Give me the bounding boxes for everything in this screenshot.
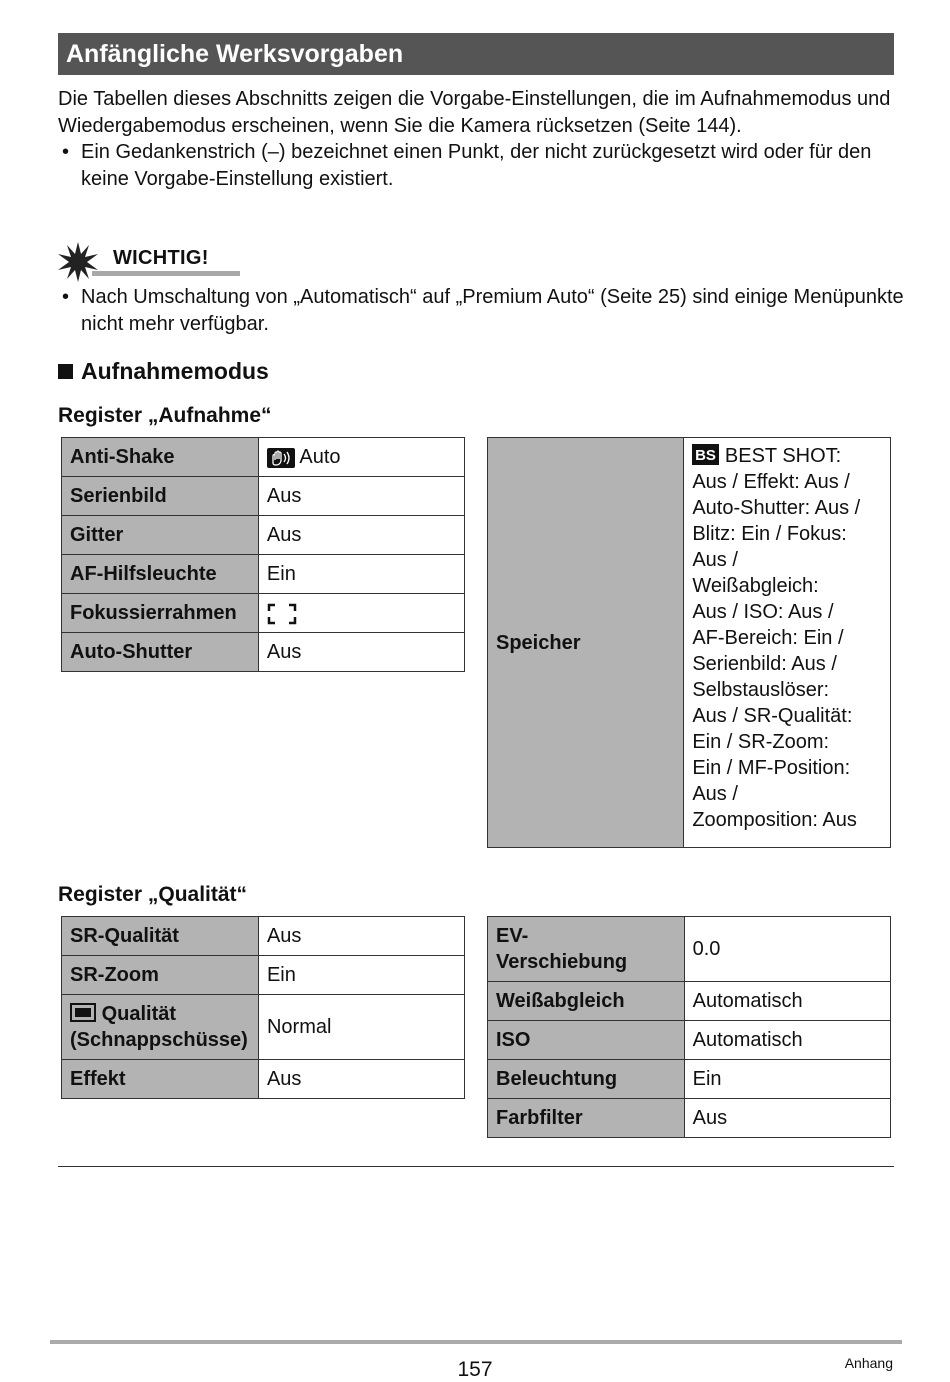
- row-value: [258, 594, 464, 633]
- row-value: Aus: [258, 1060, 464, 1099]
- footer-bar: [50, 1340, 902, 1344]
- row-key: Beleuchtung: [488, 1060, 685, 1099]
- row-value: Automatisch: [684, 1021, 890, 1060]
- quality-key-line2: (Schnappschüsse): [70, 1029, 248, 1051]
- row-value: Aus: [258, 516, 464, 555]
- row-value: Ein: [258, 555, 464, 594]
- speicher-value: [684, 438, 891, 848]
- table-row: [62, 1060, 465, 1099]
- warning-burst-icon: [58, 242, 98, 282]
- section-title: [58, 358, 269, 385]
- focus-frame-icon: [267, 603, 297, 625]
- row-key: Auto-Shutter: [62, 633, 259, 672]
- row-value: 0.0: [684, 917, 890, 982]
- anti-shake-icon: [267, 448, 295, 468]
- snapshot-quality-icon: [70, 1003, 96, 1022]
- speicher-line: Aus / SR-Qualität:: [692, 705, 853, 727]
- table-row: [488, 438, 891, 848]
- content-end-divider: [58, 1166, 894, 1167]
- qualitaet-right-table: [487, 916, 891, 1138]
- table-row: [62, 956, 465, 995]
- row-value: Aus: [258, 917, 464, 956]
- speicher-table: [487, 437, 891, 848]
- table-row: [62, 477, 465, 516]
- speicher-line: AF-Bereich: Ein /: [692, 627, 844, 649]
- speicher-line: Aus / Effekt: Aus /: [692, 471, 850, 493]
- table-row: [62, 438, 465, 477]
- table-row: [62, 633, 465, 672]
- row-key: SR-Qualität: [62, 917, 259, 956]
- speicher-text: BEST SHOT:: [724, 445, 842, 467]
- row-key: Farbfilter: [488, 1099, 685, 1138]
- ev-key-line2: Verschiebung: [496, 951, 628, 973]
- qualitaet-table: [61, 916, 465, 1099]
- table-row: [62, 995, 465, 1060]
- row-value: Aus: [258, 477, 464, 516]
- speicher-line: Zoomposition: Aus: [692, 809, 857, 831]
- register-qualitaet-title: Register „Qualität“: [58, 883, 248, 906]
- important-heading: [58, 242, 240, 278]
- chapter-label: Anhang: [844, 1355, 893, 1371]
- intro-bullet: • Ein Gedankenstrich (–) bezeichnet einen Punkt, der nicht zurückgesetzt wird oder für den keine Vorgabe-Einstellung existiert.: [58, 139, 898, 192]
- row-key: Gitter: [62, 516, 259, 555]
- table-row: [488, 1099, 891, 1138]
- row-key: Serienbild: [62, 477, 259, 516]
- ev-key-line1: EV-: [496, 925, 529, 947]
- intro-paragraph: Die Tabellen dieses Abschnitts zeigen die Vorgabe-Einstellungen, die im Aufnahmemodus und Wiedergabemodus erscheinen, wenn Sie die Kamera rücksetzen (Seite 144).: [58, 88, 891, 137]
- speicher-line: Aus /: [692, 549, 738, 571]
- table-row: [488, 982, 891, 1021]
- speicher-line: Aus /: [692, 783, 738, 805]
- row-value: Normal: [258, 995, 464, 1060]
- table-row: [488, 917, 891, 982]
- row-key: Effekt: [62, 1060, 259, 1099]
- speicher-line: Auto-Shutter: Aus /: [692, 497, 861, 519]
- speicher-line: Ein / SR-Zoom:: [692, 731, 830, 753]
- row-key: [62, 995, 259, 1060]
- speicher-line: Serienbild: Aus /: [692, 653, 837, 675]
- important-underline: [92, 271, 240, 276]
- table-row: [488, 1060, 891, 1099]
- table-row: [62, 516, 465, 555]
- row-key: [488, 917, 685, 982]
- anti-shake-value: Auto: [299, 446, 341, 468]
- row-value: Automatisch: [684, 982, 890, 1021]
- intro-text: [58, 86, 898, 192]
- section-square-icon: [58, 364, 73, 379]
- row-value: Aus: [684, 1099, 890, 1138]
- row-key: Anti-Shake: [62, 438, 259, 477]
- row-key: Fokussierrahmen: [62, 594, 259, 633]
- row-key: AF-Hilfsleuchte: [62, 555, 259, 594]
- speicher-line: Selbstauslöser:: [692, 679, 830, 701]
- section-title-text: Aufnahmemodus: [81, 358, 269, 384]
- page-number: 157: [457, 1358, 493, 1381]
- quality-key-line1: Qualität: [101, 1003, 177, 1025]
- row-key: Weißabgleich: [488, 982, 685, 1021]
- speicher-key: Speicher: [488, 438, 684, 848]
- speicher-line: Ein / MF-Position:: [692, 757, 851, 779]
- row-key: ISO: [488, 1021, 685, 1060]
- important-bullet: • Nach Umschaltung von „Automatisch“ auf „Premium Auto“ (Seite 25) sind einige Menüpunkte nicht mehr verfügbar.: [58, 284, 921, 337]
- speicher-line: Aus / ISO: Aus /: [692, 601, 834, 623]
- table-row: [488, 1021, 891, 1060]
- row-value: Ein: [684, 1060, 890, 1099]
- speicher-line: Weißabgleich:: [692, 575, 819, 597]
- important-label: WICHTIG!: [113, 247, 209, 269]
- best-shot-icon: [692, 444, 719, 465]
- row-value: Aus: [258, 633, 464, 672]
- table-row: [62, 555, 465, 594]
- row-key: SR-Zoom: [62, 956, 259, 995]
- speicher-line: [692, 443, 882, 469]
- aufnahme-table: [61, 437, 465, 672]
- row-value: Ein: [258, 956, 464, 995]
- speicher-line: Blitz: Ein / Fokus:: [692, 523, 847, 545]
- register-aufnahme-title: Register „Aufnahme“: [58, 404, 272, 427]
- row-value: [258, 438, 464, 477]
- svg-text:BS: BS: [695, 447, 717, 465]
- table-row: [62, 594, 465, 633]
- table-row: [62, 917, 465, 956]
- page-title: Anfängliche Werksvorgaben: [58, 33, 894, 75]
